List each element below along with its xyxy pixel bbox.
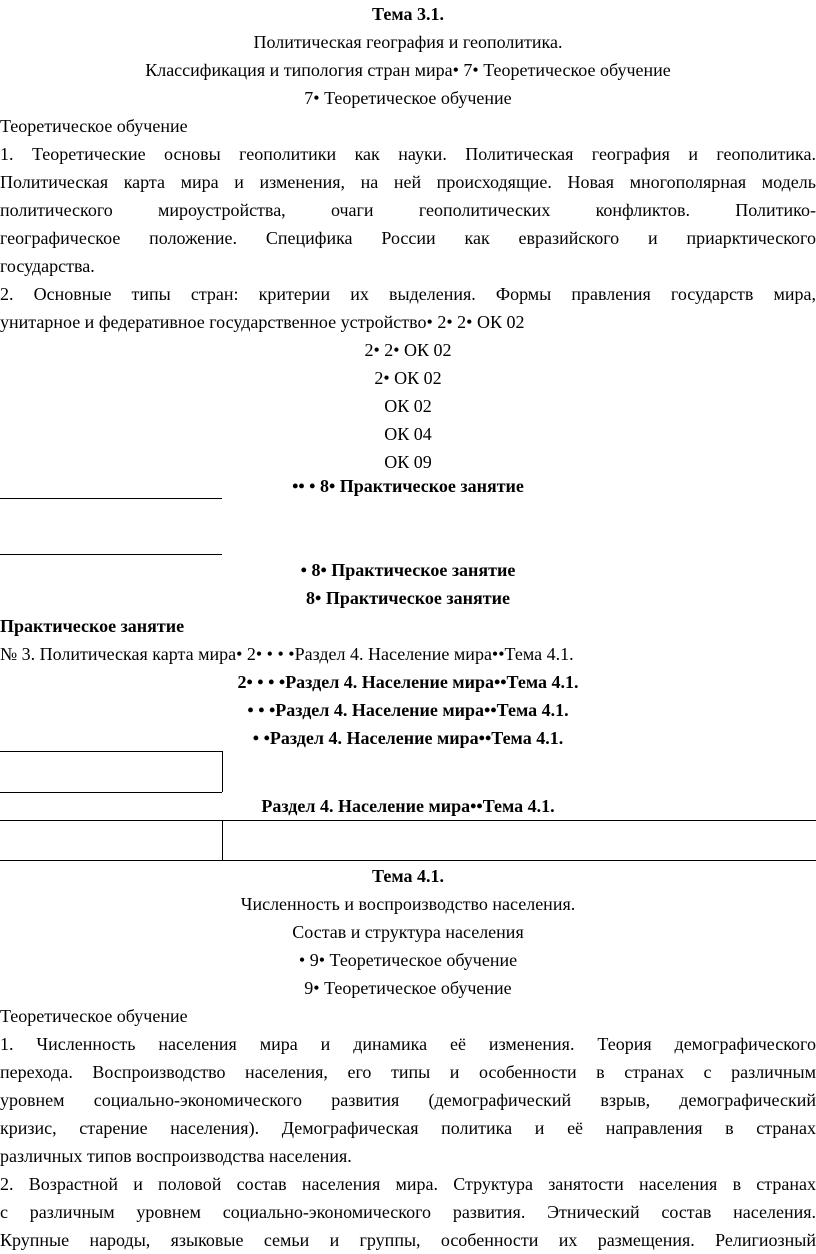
- paragraph-line: кризис, старение населения). Демографическая политика и её направления в странах: [0, 1118, 816, 1138]
- paragraph-line: Политическая карта мира и изменения, на ней происходящие. Новая многополярная модель: [0, 172, 816, 192]
- paragraph-line: государства.: [0, 256, 95, 276]
- paragraph-line: перехода. Воспроизводство населения, его типы и особенности в странах с различным: [0, 1062, 816, 1082]
- topic-title: Политическая география и геополитика.: [253, 32, 563, 52]
- table-rule: [0, 554, 222, 555]
- table-rule: [222, 820, 223, 860]
- section-fragment: Раздел 4. Население мира••Тема 4.1.: [261, 796, 555, 816]
- fragment-line: ОК 09: [384, 452, 432, 472]
- fragment-line: 2• ОК 02: [374, 368, 442, 388]
- paragraph-line: Крупные народы, языковые семьи и группы, особенности их размещения. Религиозный: [0, 1230, 816, 1250]
- fragment-line: 2• 2• ОК 02: [364, 340, 452, 360]
- paragraph-line: географическое положение. Специфика России как евразийского и приарктического: [0, 228, 816, 248]
- topic-heading: Тема 3.1.: [372, 4, 444, 24]
- paragraph-line: 2. Основные типы стран: критерии их выделения. Формы правления государств мира,: [0, 284, 816, 304]
- topic-title: Численность и воспроизводство населения.: [240, 894, 576, 914]
- section-label: Теоретическое обучение: [0, 116, 188, 136]
- paragraph-line: различных типов воспроизводства населения.: [0, 1146, 352, 1166]
- paragraph-line: 1. Теоретические основы геополитики как науки. Политическая география и геополитика.: [0, 144, 816, 164]
- table-rule: [0, 820, 816, 821]
- practice-label: Практическое занятие: [0, 616, 185, 636]
- practice-line: 8• Практическое занятие: [306, 588, 510, 608]
- fragment-line: ОК 04: [384, 424, 432, 444]
- topic-subtitle: Классификация и типология стран мира• 7• Теоретическое обучение: [145, 60, 671, 80]
- paragraph-line: уровнем социально-экономического развития (демографический взрыв, демографический: [0, 1090, 816, 1110]
- paragraph-line: 1. Численность населения мира и динамика её изменения. Теория демографического: [0, 1034, 816, 1054]
- section-fragment: 2• • • •Раздел 4. Население мира••Тема 4.1.: [237, 672, 579, 692]
- table-rule: [222, 751, 223, 792]
- topic-subtitle: Состав и структура населения: [292, 922, 524, 942]
- practice-line: •• • 8• Практическое занятие: [292, 476, 524, 496]
- table-rule: [0, 498, 222, 499]
- section-label: Теоретическое обучение: [0, 1006, 188, 1026]
- practice-line: • 8• Практическое занятие: [300, 560, 516, 580]
- fragment-line: ОК 02: [384, 396, 432, 416]
- paragraph-line: унитарное и федеративное государственное устройство• 2• 2• ОК 02: [0, 312, 525, 332]
- fragment-line: • 9• Теоретическое обучение: [298, 950, 518, 970]
- paragraph-line: политического мироустройства, очаги геополитических конфликтов. Политико-: [0, 200, 816, 220]
- section-fragment: • • •Раздел 4. Население мира••Тема 4.1.: [247, 700, 569, 720]
- item-line: № 3. Политическая карта мира• 2• • • •Раздел 4. Население мира••Тема 4.1.: [0, 644, 574, 664]
- paragraph-line: 2. Возрастной и половой состав населения мира. Структура занятости населения в странах: [0, 1174, 816, 1194]
- fragment-line: 9• Теоретическое обучение: [304, 978, 512, 998]
- table-rule: [0, 751, 222, 752]
- topic-heading: Тема 4.1.: [372, 866, 444, 886]
- paragraph-line: с различным уровнем социально-экономического развития. Этнический состав населения.: [0, 1202, 816, 1222]
- table-rule: [0, 860, 816, 861]
- fragment-line: 7• Теоретическое обучение: [304, 88, 512, 108]
- section-fragment: • •Раздел 4. Население мира••Тема 4.1.: [252, 728, 564, 748]
